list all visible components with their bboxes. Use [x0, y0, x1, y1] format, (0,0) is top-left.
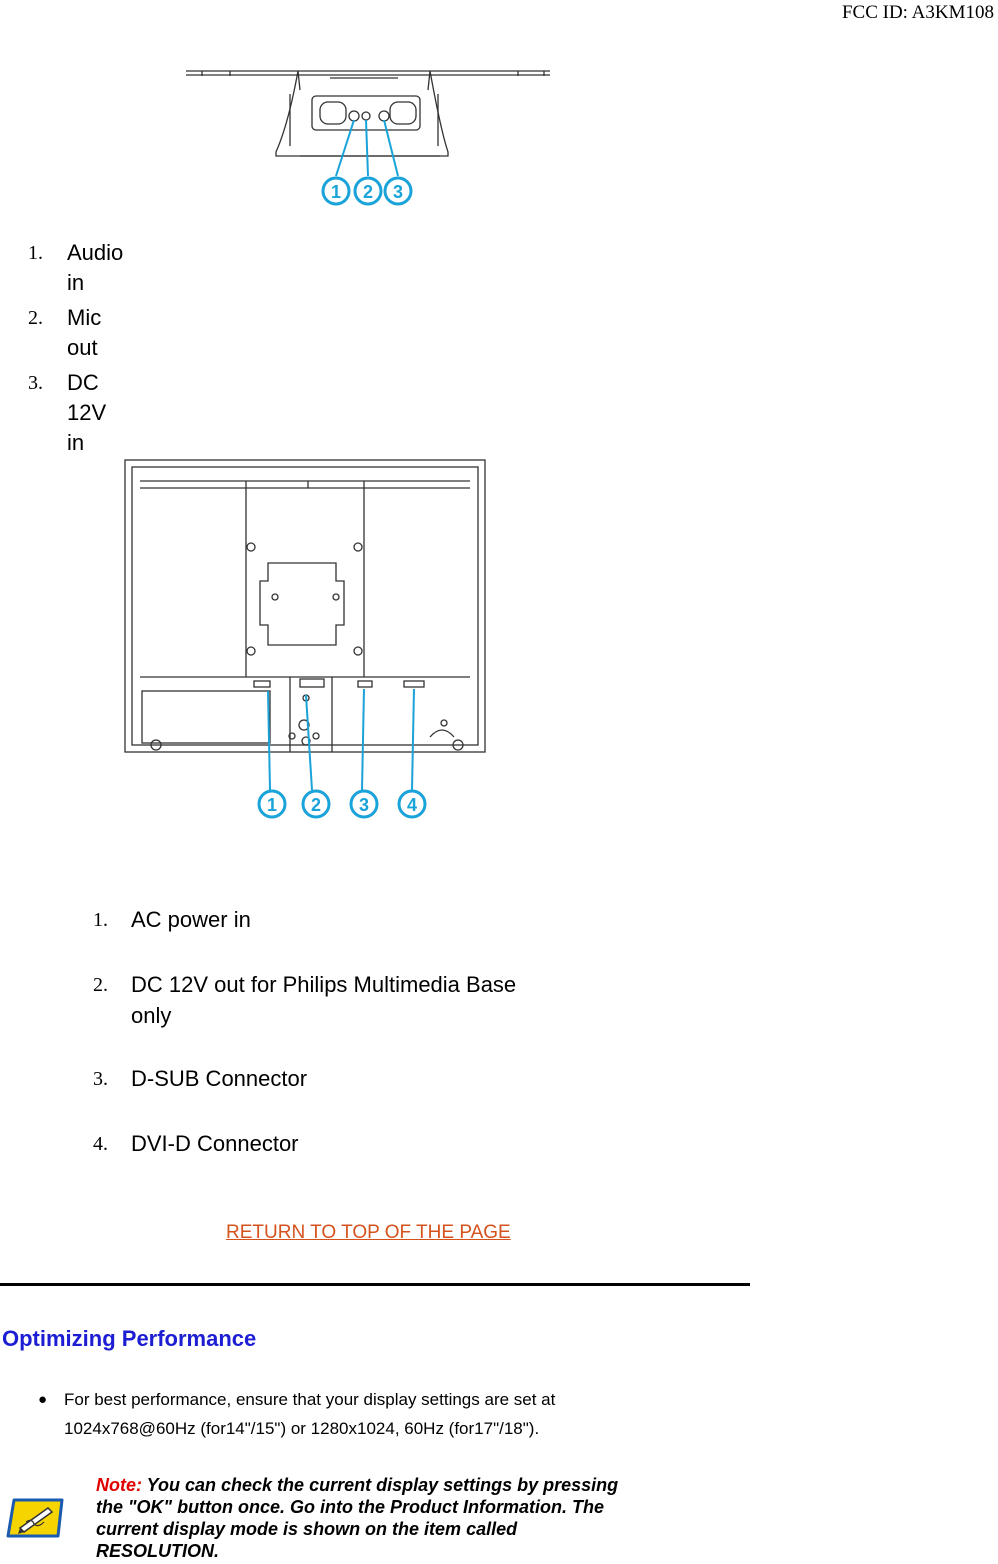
note-line1: You can check the current display settings by pressing [142, 1475, 619, 1495]
item-number: 2. [28, 307, 43, 329]
monitor-rear-view-image [120, 455, 492, 825]
callout-1: 1 [330, 182, 342, 202]
callout-2: 2 [310, 795, 322, 815]
item-number: 3. [28, 372, 43, 394]
figure2-callouts [259, 791, 425, 817]
note-line3: current display mode is shown on the item called [96, 1519, 518, 1539]
note-line2: the "OK" button once. Go into the Product Information. The [96, 1497, 605, 1517]
section-title: Optimizing Performance [2, 1326, 257, 1351]
item-label: D-SUB Connector [131, 1066, 308, 1091]
callout-3: 3 [358, 795, 370, 815]
figure1-callouts [323, 178, 411, 204]
section-divider [0, 1283, 750, 1286]
item-number: 3. [93, 1068, 108, 1090]
item-number: 2. [93, 974, 108, 996]
item-label: Mic out [67, 305, 102, 360]
note-label: Note: [96, 1475, 142, 1495]
item-label: Audio in [67, 240, 124, 295]
callout-3: 3 [392, 182, 404, 202]
item-number: 4. [93, 1133, 108, 1155]
bullet-text-line1: For best performance, ensure that your display settings are set at [64, 1390, 556, 1409]
note-pencil-icon [4, 1492, 68, 1544]
bullet-dot-icon: ● [38, 1391, 48, 1408]
callout-4: 4 [406, 795, 418, 815]
multimedia-base-rear-image [180, 64, 560, 214]
item-label: AC power in [131, 907, 251, 932]
item-number: 1. [93, 909, 108, 931]
fcc-id: FCC ID: A3KM108 [841, 2, 994, 23]
callout-1: 1 [266, 795, 278, 815]
item-label-line2: only [131, 1003, 172, 1028]
callout-2: 2 [362, 182, 374, 202]
item-label: DVI-D Connector [131, 1131, 299, 1156]
item-label-line1: DC 12V out for Philips Multimedia Base [131, 972, 517, 997]
bullet-text-line2: 1024x768@60Hz (for14"/15") or 1280x1024, 60Hz (for17"/18"). [64, 1419, 540, 1438]
note-line4: RESOLUTION. [96, 1541, 220, 1561]
return-to-top-link[interactable]: RETURN TO TOP OF THE PAGE [226, 1222, 511, 1243]
note-text [96, 1474, 696, 1562]
item-number: 1. [28, 242, 43, 264]
item-label: DC 12V in [67, 370, 107, 455]
